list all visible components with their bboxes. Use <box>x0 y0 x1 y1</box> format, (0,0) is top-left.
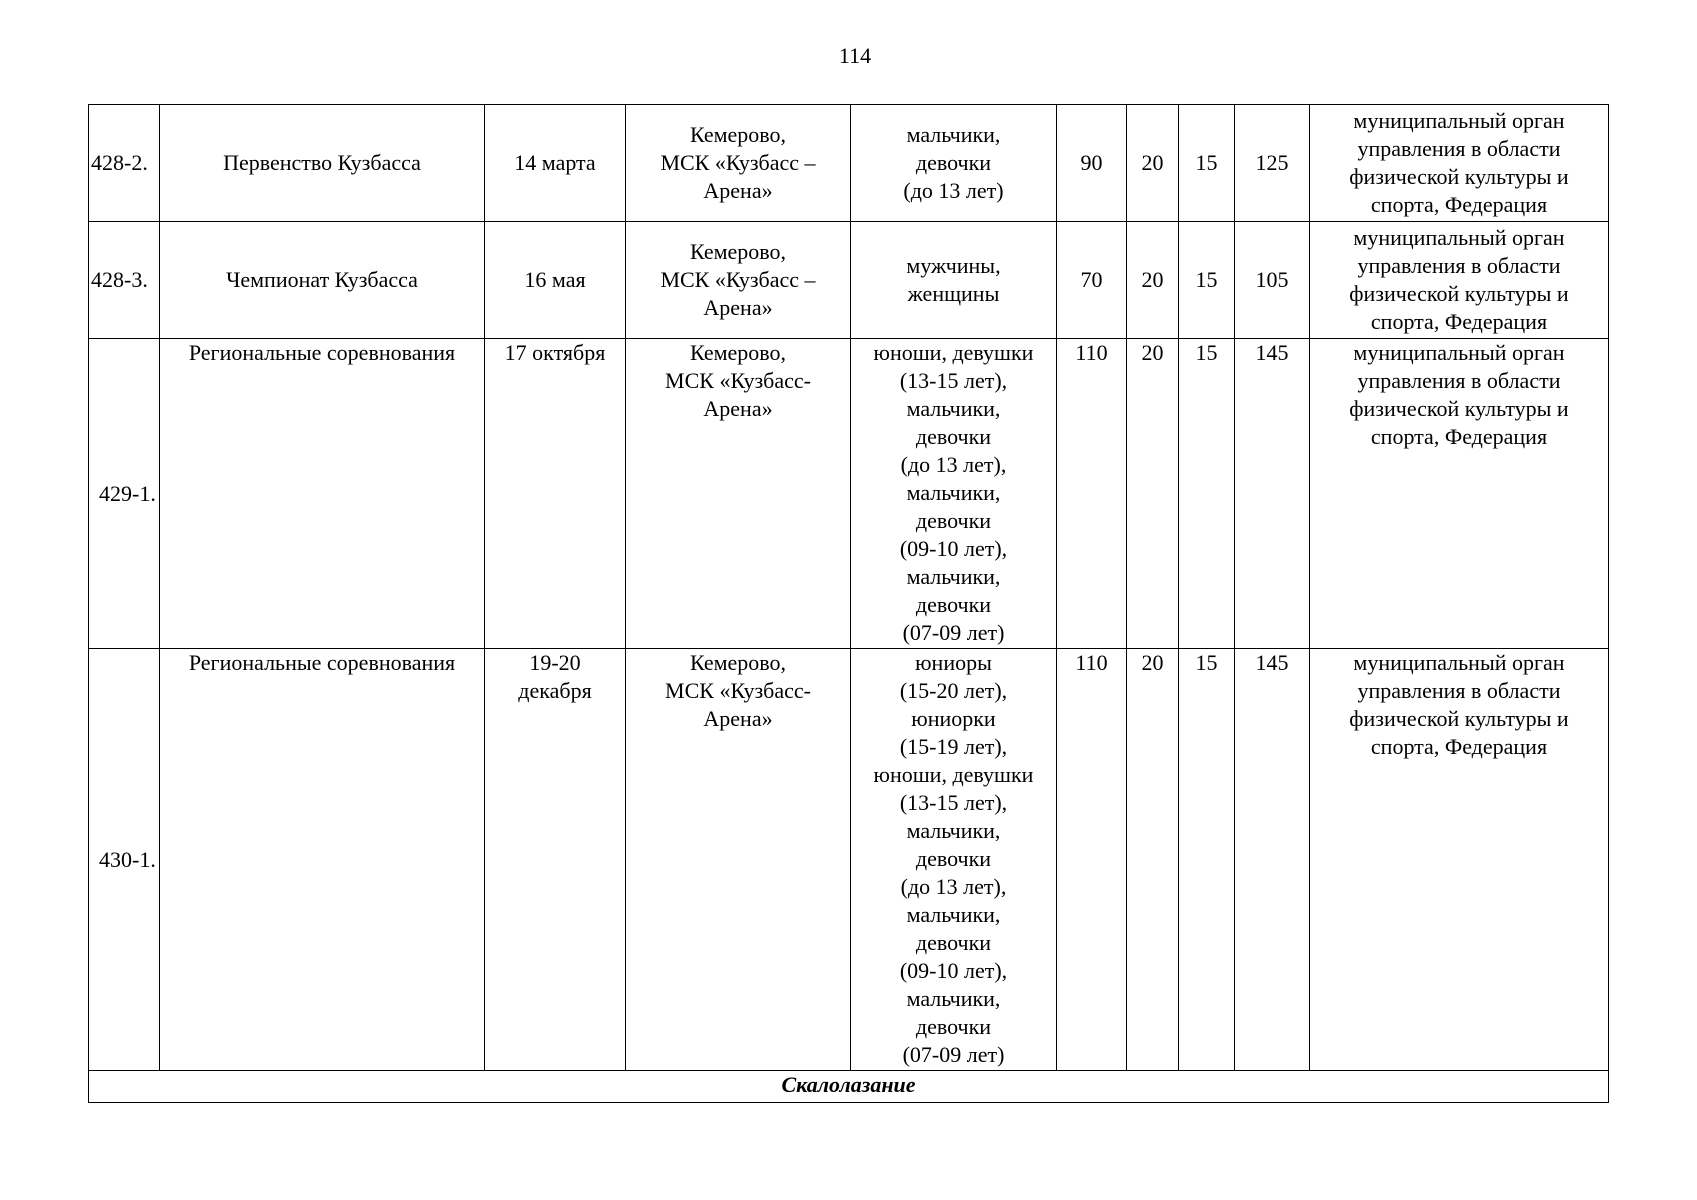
page-number: 114 <box>838 43 872 68</box>
date-line: 19-20 <box>529 650 581 675</box>
participants-line: девочки <box>915 508 992 533</box>
organizer-line: муниципальный орган <box>1353 340 1565 365</box>
organizer-line: управления в области <box>1357 136 1561 161</box>
event-organizer-cell <box>1310 339 1609 649</box>
participants-line: девочки <box>915 424 992 449</box>
participants-line: (до 13 лет), <box>900 874 1007 899</box>
count-cell: 15 <box>1179 339 1235 649</box>
organizer-line: муниципальный орган <box>1353 108 1565 133</box>
event-participants-cell <box>851 649 1057 1071</box>
count-cell: 20 <box>1127 649 1179 1071</box>
count-cell: 20 <box>1127 105 1179 222</box>
participants-line: мальчики, <box>906 480 1001 505</box>
participants-line: юноши, девушки <box>873 340 1034 365</box>
participants-line: (до 13 лет), <box>900 452 1007 477</box>
table-row <box>89 339 1609 649</box>
date-line: 16 мая <box>524 267 586 292</box>
participants-line: юниорки <box>911 706 996 731</box>
participants-line: (15-20 лет), <box>899 678 1008 703</box>
participants-line: (15-19 лет), <box>899 734 1008 759</box>
organizer-line: муниципальный орган <box>1353 650 1565 675</box>
participants-line: (07-09 лет) <box>902 620 1005 645</box>
place-line: Кемерово, <box>689 340 787 365</box>
participants-line: (13-15 лет), <box>899 368 1008 393</box>
event-name-cell: Чемпионат Кузбасса <box>160 222 485 339</box>
participants-line: мальчики, <box>906 818 1001 843</box>
participants-line: девочки <box>915 846 992 871</box>
participants-line: девочки <box>915 150 992 175</box>
organizer-line: спорта, Федерация <box>1370 192 1548 217</box>
organizer-line: физической культуры и <box>1349 706 1569 731</box>
event-place-cell <box>626 222 851 339</box>
event-number-cell: 429-1. <box>89 339 160 649</box>
event-organizer-cell <box>1310 105 1609 222</box>
place-line: Кемерово, <box>689 239 787 264</box>
event-name-cell: Региональные соревнования <box>160 339 485 649</box>
participants-line: мальчики, <box>906 396 1001 421</box>
participants-line: (09-10 лет), <box>899 536 1008 561</box>
participants-line: (до 13 лет) <box>903 178 1004 203</box>
count-cell: 15 <box>1179 649 1235 1071</box>
date-line: декабря <box>518 678 592 703</box>
place-line: МСК «Кузбасс – <box>660 267 816 292</box>
total-cell: 105 <box>1235 222 1310 339</box>
organizer-line: спорта, Федерация <box>1370 309 1548 334</box>
count-cell: 15 <box>1179 105 1235 222</box>
place-line: Кемерово, <box>689 122 787 147</box>
organizer-line: муниципальный орган <box>1353 225 1565 250</box>
participants-line: мальчики, <box>906 122 1001 147</box>
count-cell: 110 <box>1057 649 1127 1071</box>
table-row <box>89 649 1609 1071</box>
count-cell: 70 <box>1057 222 1127 339</box>
event-place-cell <box>626 339 851 649</box>
event-number-cell: 430-1. <box>89 649 160 1071</box>
participants-line: женщины <box>907 281 1000 306</box>
participants-line: мальчики, <box>906 902 1001 927</box>
total-cell: 145 <box>1235 339 1310 649</box>
participants-line: юниоры <box>915 650 992 675</box>
total-cell: 145 <box>1235 649 1310 1071</box>
place-line: Арена» <box>703 295 773 320</box>
event-date-cell <box>485 649 626 1071</box>
place-line: Арена» <box>703 396 773 421</box>
event-participants-cell <box>851 222 1057 339</box>
count-cell: 110 <box>1057 339 1127 649</box>
organizer-line: управления в области <box>1357 678 1561 703</box>
participants-line: мальчики, <box>906 986 1001 1011</box>
place-line: МСК «Кузбасс- <box>665 678 811 703</box>
place-line: Арена» <box>703 706 773 731</box>
participants-line: юноши, девушки <box>873 762 1034 787</box>
event-participants-cell <box>851 339 1057 649</box>
count-cell: 90 <box>1057 105 1127 222</box>
event-number-cell: 428-3. <box>89 222 160 339</box>
date-line: 14 марта <box>514 150 596 175</box>
organizer-line: спорта, Федерация <box>1370 424 1548 449</box>
place-line: МСК «Кузбасс – <box>660 150 816 175</box>
organizer-line: управления в области <box>1357 253 1561 278</box>
organizer-line: физической культуры и <box>1349 396 1569 421</box>
organizer-line: физической культуры и <box>1349 281 1569 306</box>
date-line: 17 октября <box>504 340 606 365</box>
events-table <box>88 104 1609 1103</box>
table-row <box>89 105 1609 222</box>
participants-line: мужчины, <box>906 253 1001 278</box>
participants-line: (09-10 лет), <box>899 958 1008 983</box>
section-title: Скалолазание <box>89 1071 1609 1103</box>
place-line: Арена» <box>703 178 773 203</box>
event-date-cell <box>485 339 626 649</box>
participants-line: девочки <box>915 1014 992 1039</box>
section-row <box>89 1071 1609 1103</box>
participants-line: (13-15 лет), <box>899 790 1008 815</box>
event-date-cell <box>485 105 626 222</box>
organizer-line: физической культуры и <box>1349 164 1569 189</box>
total-cell: 125 <box>1235 105 1310 222</box>
count-cell: 15 <box>1179 222 1235 339</box>
organizer-line: спорта, Федерация <box>1370 734 1548 759</box>
place-line: МСК «Кузбасс- <box>665 368 811 393</box>
count-cell: 20 <box>1127 339 1179 649</box>
participants-line: (07-09 лет) <box>902 1042 1005 1067</box>
count-cell: 20 <box>1127 222 1179 339</box>
table-row <box>89 222 1609 339</box>
event-number-cell: 428-2. <box>89 105 160 222</box>
participants-line: мальчики, <box>906 564 1001 589</box>
participants-line: девочки <box>915 592 992 617</box>
participants-line: девочки <box>915 930 992 955</box>
event-organizer-cell <box>1310 222 1609 339</box>
event-date-cell <box>485 222 626 339</box>
event-place-cell <box>626 105 851 222</box>
event-place-cell <box>626 649 851 1071</box>
event-organizer-cell <box>1310 649 1609 1071</box>
event-name-cell: Региональные соревнования <box>160 649 485 1071</box>
place-line: Кемерово, <box>689 650 787 675</box>
organizer-line: управления в области <box>1357 368 1561 393</box>
event-name-cell: Первенство Кузбасса <box>160 105 485 222</box>
event-participants-cell <box>851 105 1057 222</box>
